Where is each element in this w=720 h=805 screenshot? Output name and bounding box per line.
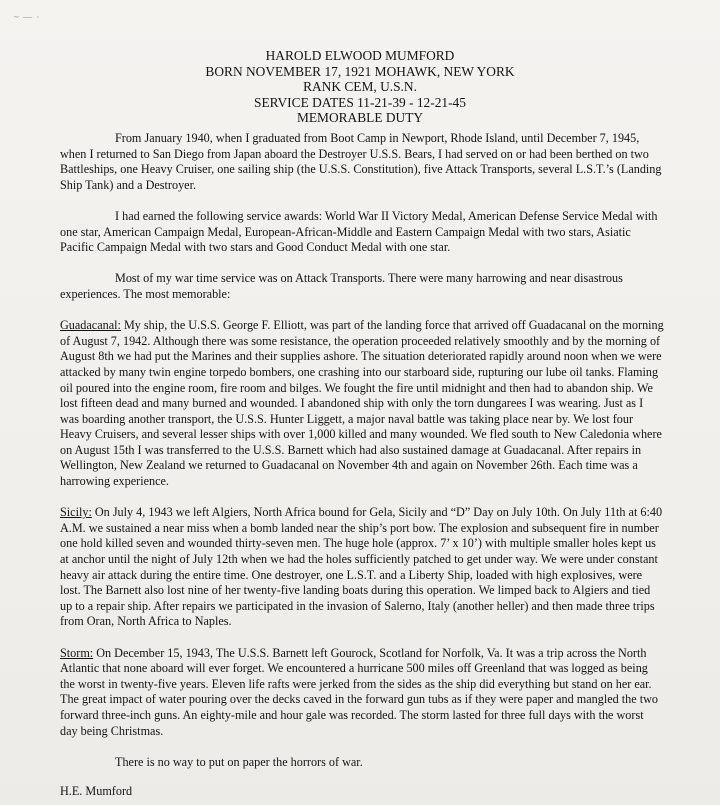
signature: H.E. Mumford xyxy=(60,784,133,799)
header-service-dates: SERVICE DATES 11-21-39 - 12-21-45 xyxy=(254,94,466,110)
section-text-storm: On December 15, 1943, The U.S.S. Barnett left Gourock, Scotland for Norfolk, Va. It was a trip across the North Atlantic that none aboard will ever forget. We encountered a hurricane 500 miles off Greenland that was logged as being the worst in twenty-five years. Eleven life rafts were jerked from the sides as the ship did everything but stand on her ear. The great impact of water pouring over the decks caved in the forward gun tubs as if they were paper and mangled the two forward three-inch guns. An eighty-mile and hour gale was recorded. The storm lasted for three full days with the worst day being Christmas. xyxy=(60,645,658,738)
paragraph-intro: From January 1940, when I graduated from Boot Camp in Newport, Rhode Island, until December 7, 1945, when I returned to San Diego from Japan aboard the Destroyer U.S.S. Bears, I had served on or had been berthed on two Battleships, one Heavy Cruiser, one sailing ship (the U.S.S. Constitution), five Attack Transports, several L.S.T.’s (Landing Ship Tank) and a Destroyer. xyxy=(60,131,662,192)
header-subtitle: MEMORABLE DUTY xyxy=(296,110,424,126)
document-body xyxy=(60,131,664,805)
section-text-guadacanal: My ship, the U.S.S. George F. Elliott, was part of the landing force that arrived off Guadacanal on the morning of August 7, 1942. Although there was some resistance, the operation proceeded relatively smoothly and by the morning of August 8th we had put the Marines and their supplies ashore. The situation deteriorated rapidly around noon when we were attacked by many twin engine torpedo bombers, one crashing into our starboard side, rupturing our lube oil tanks. Flaming oil poured into the engine room, fire room and bilges. We fought the fire until midnight and then had to abandon ship. We lost fifteen dead and many burned and wounded. I abandoned ship with only the torn dungarees I was wearing. Just as I was boarding another transport, the U.S.S. Hunter Liggett, a major naval battle was taking place near by. We lost four Heavy Cruisers, and several lesser ships with over 1,000 killed and many wounded. We fled south to New Caledonia where on August 15th I was transferred to the U.S.S. Barnett which had also sustained damage at Guadacanal. After repairs in Wellington, New Zealand we returned to Guadacanal on November 4th and again on November 26th. Each time was a harrowing experience. xyxy=(60,318,664,489)
header-name: HAROLD ELWOOD MUMFORD xyxy=(265,48,455,63)
section-sicily xyxy=(60,505,664,630)
section-storm xyxy=(60,646,664,740)
section-text-sicily: On July 4, 1943 we left Algiers, North Africa bound for Gela, Sicily and “D” Day on July 10th. On July 11th at 6:40 A.M. we sustained a near miss when a bomb landed near the ship’s port bow. The explosion and subsequent fire in number one hold killed seven and wounded thirty-seven men. The huge hole (approx. 7’ x 10’) with multiple smaller holes kept us at anchor until the night of July 12th when we had the holes sufficiently patched to get under way. We were under constant heavy air attack during the entire time. One destroyer, one L.S.T. and a Liberty Ship, loaded with high explosives, were lost. The Barnett also lost nine of her twenty-five landing boats during this operation. We limped back to Algiers and tied up to a repair ship. After repairs we participated in the invasion of Salerno, Italy (another heller) and then made three trips from Oran, North Africa to Naples. xyxy=(60,505,663,629)
header-rank: RANK CEM, U.S.N. xyxy=(303,79,417,95)
section-guadacanal xyxy=(60,318,664,490)
header-born: BORN NOVEMBER 17, 1921 MOHAWK, NEW YORK xyxy=(205,63,515,79)
section-heading-guadacanal: Guadacanal: xyxy=(60,318,121,333)
section-heading-sicily: Sicily: xyxy=(60,505,92,520)
document-header xyxy=(0,48,720,126)
paragraph-transports: Most of my war time service was on Attack Transports. There were many harrowing and near disastrous experiences. The most memorable: xyxy=(60,271,623,301)
closing-line: There is no way to put on paper the horrors of war. xyxy=(115,754,363,769)
paragraph-awards: I had earned the following service awards: World War II Victory Medal, American Defense Service Medal with one star, American Campaign Medal, European-African-Middle and Eastern Campaign Medal with two stars, Asiatic Pacific Campaign Medal with two stars and Good Conduct Medal with one star. xyxy=(60,208,658,255)
scan-artifact-mark: ~ — · xyxy=(14,12,41,22)
section-heading-storm: Storm: xyxy=(60,645,94,660)
